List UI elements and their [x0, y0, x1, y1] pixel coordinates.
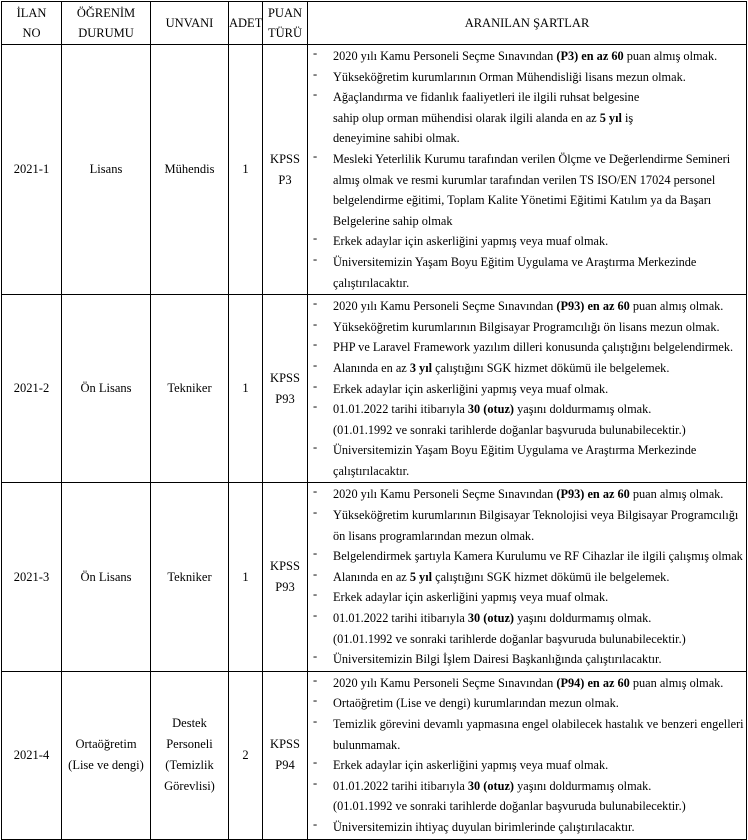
requirement-item	[311, 296, 744, 317]
requirement-line: çalıştırılacaktır.	[333, 275, 410, 290]
requirement-item	[311, 714, 744, 755]
requirement-item	[311, 87, 744, 149]
ilan-no-cell: 2021-1	[2, 45, 62, 295]
requirement-line: 2020 yılı Kamu Personeli Seçme Sınavından (P3) en az 60 puan almış olmak.	[333, 49, 718, 63]
count-cell: 1	[229, 295, 263, 483]
requirements-cell	[308, 483, 747, 671]
header-puan-turu: PUAN TÜRÜ	[263, 2, 308, 45]
requirement-line: 01.01.2022 tarihi itibarıyla 30 (otuz) yaşını doldurmamış olmak.	[333, 611, 652, 626]
dash-bullet-icon: -	[313, 148, 318, 163]
requirement-line: Temizlik görevini devamlı yapmasına engel olabilecek hastalık ve benzeri engelleri	[333, 717, 744, 731]
dash-bullet-icon: -	[313, 816, 318, 831]
requirement-line: Erkek adaylar için askerliğini yapmış veya muaf olmak.	[333, 234, 609, 249]
requirements-list	[311, 296, 744, 481]
requirement-line: Yükseköğretim kurumlarının Bilgisayar Teknolojisi veya Bilgisayar Programcılığı	[333, 508, 739, 523]
dash-bullet-icon: -	[313, 399, 318, 414]
title-cell: Mühendis	[151, 45, 229, 295]
requirements-list	[311, 673, 744, 838]
dash-bullet-icon: -	[313, 66, 318, 81]
requirement-item	[311, 379, 744, 400]
requirement-item	[311, 67, 744, 88]
requirement-item	[311, 817, 744, 838]
listing-row	[2, 483, 747, 671]
requirement-item	[311, 358, 744, 379]
requirement-line: Ortaöğretim (Lise ve dengi) kurumlarından mezun olmak.	[333, 696, 619, 711]
requirement-line: PHP ve Laravel Framework yazılım dilleri konusunda çalıştığını belgelendirmek.	[333, 340, 734, 355]
requirement-line: Yükseköğretim kurumlarının Orman Mühendisliği lisans mezun olmak.	[333, 69, 686, 84]
requirement-item	[311, 317, 744, 338]
dash-bullet-icon: -	[313, 693, 318, 708]
dash-bullet-icon: -	[313, 378, 318, 393]
dash-bullet-icon: -	[313, 231, 318, 246]
dash-bullet-icon: -	[313, 566, 318, 581]
ilan-no-cell: 2021-3	[2, 483, 62, 671]
requirement-item	[311, 587, 744, 608]
dash-bullet-icon: -	[313, 316, 318, 331]
requirement-line: Erkek adaylar için askerliğini yapmış veya muaf olmak.	[333, 758, 609, 773]
requirement-line: (01.01.1992 ve sonraki tarihlerde doğanlar başvuruda bulunabilecektir.)	[333, 422, 686, 437]
requirement-line: Ağaçlandırma ve fidanlık faaliyetleri ile ilgili ruhsat belgesine	[333, 90, 640, 105]
dash-bullet-icon: -	[313, 251, 318, 266]
dash-bullet-icon: -	[313, 87, 318, 102]
dash-bullet-icon: -	[313, 484, 318, 499]
header-adet: ADET	[229, 2, 263, 45]
requirements-list	[311, 484, 744, 669]
requirement-item	[311, 608, 744, 649]
dash-bullet-icon: -	[313, 440, 318, 455]
header-ilan-no: İLAN NO	[2, 2, 62, 45]
requirement-line: çalıştırılacaktır.	[333, 463, 410, 478]
requirements-cell	[308, 45, 747, 295]
requirement-line: Üniversitemizin ihtiyaç duyulan birimlerinde çalıştırılacaktır.	[333, 819, 635, 834]
header-unvani: UNVANI	[151, 2, 229, 45]
education-cell: Ortaöğretim (Lise ve dengi)	[62, 671, 151, 839]
requirement-line: 2020 yılı Kamu Personeli Seçme Sınavından (P94) en az 60 puan almış olmak.	[333, 675, 724, 690]
requirement-line: sahip olup orman mühendisi olarak ilgili alanda en az 5 yıl iş	[333, 110, 634, 125]
job-listing-table	[1, 1, 747, 840]
header-ogrenim-durumu: ÖĞRENİM DURUMU	[62, 2, 151, 45]
ilan-no-cell: 2021-4	[2, 671, 62, 839]
requirement-item	[311, 149, 744, 231]
requirement-item	[311, 649, 744, 670]
score-type-cell: KPSS P93	[263, 483, 308, 671]
dash-bullet-icon: -	[313, 357, 318, 372]
requirement-item	[311, 440, 744, 481]
requirement-item	[311, 567, 744, 588]
header-row	[2, 2, 747, 45]
requirement-line: Belgelerine sahip olmak	[333, 213, 453, 228]
requirement-item	[311, 337, 744, 358]
requirement-item	[311, 673, 744, 694]
requirement-item	[311, 755, 744, 776]
requirement-line: Alanında en az 5 yıl çalıştığını SGK hizmet dökümü ile belgelemek.	[333, 569, 670, 584]
requirement-line: bulunmamak.	[333, 737, 401, 752]
requirement-line: Üniversitemizin Bilgi İşlem Dairesi Başkanlığında çalıştırılacaktır.	[333, 652, 662, 667]
header-aranilan-sartlar: ARANILAN ŞARTLAR	[308, 2, 747, 45]
title-cell: Tekniker	[151, 295, 229, 483]
count-cell: 1	[229, 45, 263, 295]
requirement-line: 2020 yılı Kamu Personeli Seçme Sınavından (P93) en az 60 puan almış olmak.	[333, 299, 724, 314]
requirement-line: deneyimine sahibi olmak.	[333, 131, 460, 146]
score-type-cell: KPSS P94	[263, 671, 308, 839]
listing-row	[2, 45, 747, 295]
requirement-line: 01.01.2022 tarihi itibarıyla 30 (otuz) yaşını doldurmamış olmak.	[333, 402, 652, 417]
title-cell: Destek Personeli (Temizlik Görevlisi)	[151, 671, 229, 839]
requirement-line: 2020 yılı Kamu Personeli Seçme Sınavından (P93) en az 60 puan almış olmak.	[333, 487, 724, 502]
requirement-line: Üniversitemizin Yaşam Boyu Eğitim Uygulama ve Araştırma Merkezinde	[333, 443, 697, 458]
requirement-item	[311, 231, 744, 252]
requirement-item	[311, 505, 744, 546]
education-cell: Lisans	[62, 45, 151, 295]
requirement-line: Yükseköğretim kurumlarının Bilgisayar Programcılığı ön lisans mezun olmak.	[333, 319, 720, 334]
count-cell: 1	[229, 483, 263, 671]
dash-bullet-icon: -	[313, 649, 318, 664]
dash-bullet-icon: -	[313, 672, 318, 687]
dash-bullet-icon: -	[313, 755, 318, 770]
dash-bullet-icon: -	[313, 337, 318, 352]
requirements-cell	[308, 295, 747, 483]
requirement-item	[311, 693, 744, 714]
dash-bullet-icon: -	[313, 505, 318, 520]
listing-row	[2, 671, 747, 839]
requirement-item	[311, 776, 744, 817]
dash-bullet-icon: -	[313, 46, 318, 60]
dash-bullet-icon: -	[313, 587, 318, 602]
requirement-line: Erkek adaylar için askerliğini yapmış veya muaf olmak.	[333, 381, 609, 396]
requirement-line: Üniversitemizin Yaşam Boyu Eğitim Uygulama ve Araştırma Merkezinde	[333, 254, 697, 269]
title-cell: Tekniker	[151, 483, 229, 671]
score-type-cell: KPSS P93	[263, 295, 308, 483]
dash-bullet-icon: -	[313, 775, 318, 790]
requirement-item	[311, 484, 744, 505]
requirements-list	[311, 46, 744, 293]
dash-bullet-icon: -	[313, 296, 318, 311]
dash-bullet-icon: -	[313, 546, 318, 561]
education-cell: Ön Lisans	[62, 295, 151, 483]
requirement-line: ön lisans programlarından mezun olmak.	[333, 528, 535, 543]
requirement-line: almış olmak ve resmi kurumlar tarafından verilen TS ISO/EN 17024 personel	[333, 172, 716, 187]
requirement-item	[311, 252, 744, 293]
requirement-line: Alanında en az 3 yıl çalıştığını SGK hizmet dökümü ile belgelemek.	[333, 360, 670, 375]
count-cell: 2	[229, 671, 263, 839]
requirement-line: belgelendirme eğitimi, Toplam Kalite Yönetimi Eğitimi Katılım ya da Başarı	[333, 193, 712, 208]
dash-bullet-icon: -	[313, 714, 318, 728]
requirement-item	[311, 46, 744, 67]
education-cell: Ön Lisans	[62, 483, 151, 671]
requirement-line: (01.01.1992 ve sonraki tarihlerde doğanlar başvuruda bulunabilecektir.)	[333, 631, 686, 646]
requirement-item	[311, 546, 744, 567]
listing-row	[2, 295, 747, 483]
score-type-cell: KPSS P3	[263, 45, 308, 295]
requirements-cell	[308, 671, 747, 839]
requirement-line: (01.01.1992 ve sonraki tarihlerde doğanlar başvuruda bulunabilecektir.)	[333, 799, 686, 814]
requirement-line: Mesleki Yeterlilik Kurumu tarafından verilen Ölçme ve Değerlendirme Semineri	[333, 151, 731, 166]
requirement-line: Erkek adaylar için askerliğini yapmış veya muaf olmak.	[333, 590, 609, 605]
requirement-line: Belgelendirmek şartıyla Kamera Kurulumu ve RF Cihazlar ile ilgili çalışmış olmak	[333, 549, 743, 564]
requirement-item	[311, 399, 744, 440]
requirement-line: 01.01.2022 tarihi itibarıyla 30 (otuz) yaşını doldurmamış olmak.	[333, 778, 652, 793]
dash-bullet-icon: -	[313, 608, 318, 623]
ilan-no-cell: 2021-2	[2, 295, 62, 483]
